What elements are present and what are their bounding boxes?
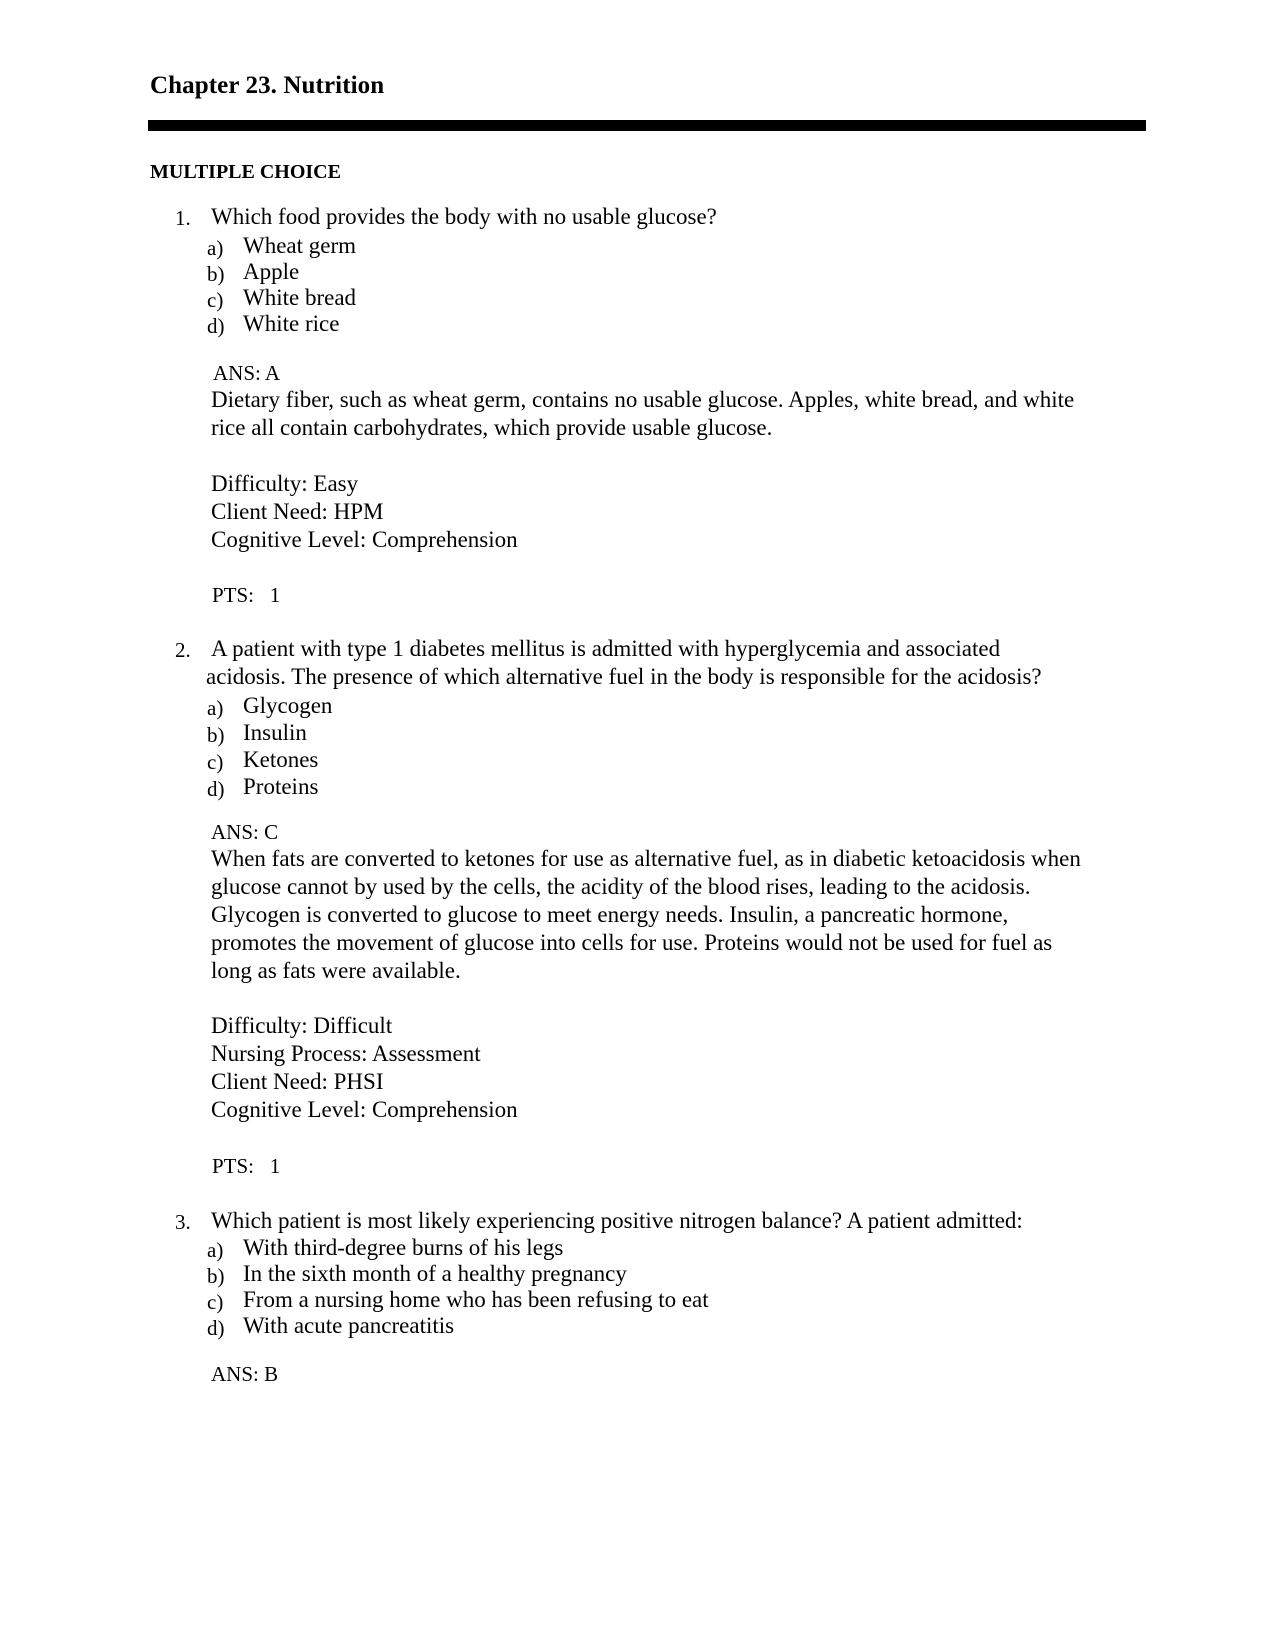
title-rule: [148, 120, 1146, 131]
option-letter: d): [207, 1316, 225, 1340]
question-number: 1.: [175, 206, 191, 230]
option-text: White rice: [243, 311, 340, 336]
answer-key: ANS: A: [213, 361, 281, 385]
difficulty: Difficulty: Easy: [211, 471, 359, 496]
rationale-line: Dietary fiber, such as wheat germ, contains no usable glucose. Apples, white bread, and white: [211, 387, 1075, 412]
answer-key: ANS: C: [211, 820, 279, 844]
option-letter: a): [207, 236, 224, 260]
option-text: Wheat germ: [243, 233, 357, 258]
cognitive-level: Cognitive Level: Comprehension: [211, 1097, 518, 1122]
rationale-line: promotes the movement of glucose into cells for use. Proteins would not be used for fuel as: [211, 930, 1053, 955]
option-text: With acute pancreatitis: [243, 1313, 455, 1338]
option-text: Insulin: [243, 720, 307, 745]
option-text: White bread: [243, 285, 357, 310]
client-need: Client Need: PHSI: [211, 1069, 384, 1094]
rationale-line: glucose cannot by used by the cells, the acidity of the blood rises, leading to the acidosis.: [211, 874, 1031, 899]
option-text: With third-degree burns of his legs: [243, 1235, 564, 1260]
nursing-process: Nursing Process: Assessment: [211, 1041, 481, 1066]
rationale-line: Glycogen is converted to glucose to meet energy needs. Insulin, a pancreatic hormone,: [211, 902, 1009, 927]
question-stem: acidosis. The presence of which alternative fuel in the body is responsible for the acidosis?: [206, 664, 1042, 689]
option-text: Apple: [243, 259, 300, 284]
option-letter: c): [207, 750, 224, 774]
question-stem: Which food provides the body with no usable glucose?: [211, 204, 717, 229]
option-letter: a): [207, 1238, 224, 1262]
option-letter: b): [207, 262, 225, 286]
section-heading: MULTIPLE CHOICE: [150, 161, 341, 183]
option-letter: d): [207, 314, 225, 338]
option-text: In the sixth month of a healthy pregnancy: [243, 1261, 627, 1286]
option-letter: b): [207, 1264, 225, 1288]
rationale-line: long as fats were available.: [211, 958, 461, 983]
question-number: 3.: [175, 1210, 191, 1234]
rationale-line: rice all contain carbohydrates, which provide usable glucose.: [211, 415, 773, 440]
option-text: Glycogen: [243, 693, 333, 718]
client-need: Client Need: HPM: [211, 499, 384, 524]
rationale-line: When fats are converted to ketones for use as alternative fuel, as in diabetic ketoacidosis when: [211, 846, 1081, 871]
question-stem: Which patient is most likely experiencing positive nitrogen balance? A patient admitted:: [211, 1208, 1023, 1233]
option-letter: c): [207, 288, 224, 312]
option-text: From a nursing home who has been refusing to eat: [243, 1287, 709, 1312]
points: PTS: 1: [212, 1154, 281, 1178]
answer-key: ANS: B: [211, 1362, 279, 1386]
option-text: Ketones: [243, 747, 319, 772]
option-text: Proteins: [243, 774, 319, 799]
question-number: 2.: [175, 638, 191, 662]
question-stem: A patient with type 1 diabetes mellitus is admitted with hyperglycemia and associated: [211, 636, 1001, 661]
option-letter: d): [207, 777, 225, 801]
option-letter: a): [207, 696, 224, 720]
option-letter: b): [207, 723, 225, 747]
points: PTS: 1: [212, 583, 281, 607]
cognitive-level: Cognitive Level: Comprehension: [211, 527, 518, 552]
difficulty: Difficulty: Difficult: [211, 1013, 393, 1038]
chapter-title: Chapter 23. Nutrition: [150, 72, 385, 99]
option-letter: c): [207, 1290, 224, 1314]
